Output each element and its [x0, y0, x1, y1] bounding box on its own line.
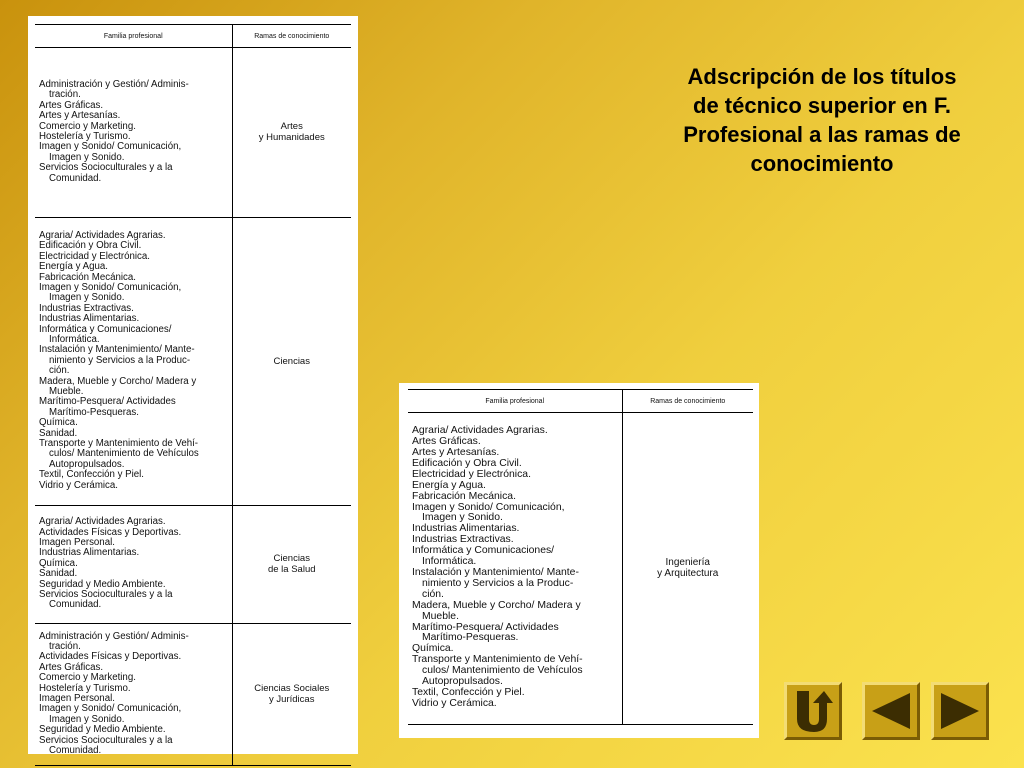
familia-line: Actividades Físicas y Deportivas.	[39, 651, 182, 663]
familia-line: Servicios Socioculturales y a la	[39, 162, 173, 174]
familia-line: Informática.	[49, 333, 100, 345]
familia-line: Química.	[39, 417, 78, 429]
familia-line: Imagen y Sonido/ Comunicación,	[39, 141, 182, 153]
familia-line: Madera, Mueble y Corcho/ Madera y	[412, 599, 581, 611]
familia-line: Edificación y Obra Civil.	[39, 240, 142, 252]
header-ramas: Ramas de conocimiento	[232, 25, 351, 48]
rama-line: Ciencias Sociales	[254, 683, 330, 694]
slide-title: Adscripción de los títulos de técnico superior en F. Profesional a las ramas de conocimiento	[683, 64, 961, 176]
rama-line: Ingeniería	[665, 557, 710, 568]
right-table	[408, 389, 753, 725]
rama-cell	[622, 413, 753, 725]
familia-line: Química.	[412, 643, 454, 655]
familia-line: Artes y Artesanías.	[39, 110, 121, 122]
familia-line: Textil, Confección y Piel.	[39, 469, 144, 481]
next-button[interactable]	[931, 682, 989, 740]
familia-line: Instalación y Mantenimiento/ Mante-	[39, 344, 195, 356]
rama-cell	[232, 48, 351, 218]
familia-line: Imagen Personal.	[39, 693, 115, 704]
familia-line: Imagen y Sonido.	[49, 151, 125, 163]
familia-line: Agraria/ Actividades Agrarias.	[412, 425, 548, 437]
table-row	[35, 48, 351, 218]
familia-line: Comercio y Marketing.	[39, 120, 136, 132]
familia-line: Administración y Gestión/ Adminis-	[39, 630, 189, 642]
familia-line: Electricidad y Electrónica.	[39, 250, 150, 262]
familia-line: Instalación y Mantenimiento/ Mante-	[412, 567, 579, 578]
familia-line: Imagen Personal.	[39, 536, 115, 548]
familia-line: Actividades Físicas y Deportivas.	[39, 526, 182, 538]
table-row	[408, 413, 753, 725]
familia-cell	[35, 218, 232, 506]
familia-line: Informática.	[422, 556, 477, 568]
familia-line: Imagen y Sonido/ Comunicación,	[39, 281, 182, 293]
familia-line: Artes Gráficas.	[412, 436, 481, 448]
header-ramas: Ramas de conocimiento	[622, 390, 753, 413]
familia-line: Energía y Agua.	[412, 479, 486, 491]
familia-line: Imagen y Sonido/ Comunicación,	[39, 703, 182, 715]
familia-line: Comunidad.	[49, 172, 102, 184]
familia-line: Comunidad.	[49, 599, 102, 611]
familia-cell	[35, 48, 232, 218]
familia-line: Industrias Alimentarias.	[412, 523, 520, 535]
familia-line: Servicios Socioculturales y a la	[39, 734, 173, 746]
triangle-right-icon	[939, 691, 981, 731]
familia-line: Madera, Mueble y Corcho/ Madera y	[39, 375, 197, 387]
rama-cell	[232, 506, 351, 624]
familia-line: Informática y Comunicaciones/	[39, 323, 172, 335]
table-row	[35, 218, 351, 506]
familia-line: Transporte y Mantenimiento de Vehí-	[39, 438, 199, 450]
familia-line: Autopropulsados.	[422, 676, 503, 688]
familia-line: ción.	[49, 365, 70, 377]
familia-line: Industrias Alimentarias.	[39, 313, 140, 325]
left-table-image	[28, 16, 358, 757]
familia-line: Imagen y Sonido.	[49, 713, 125, 725]
familia-line: Imagen y Sonido.	[422, 512, 503, 524]
familia-line: nimiento y Servicios a la Produc-	[422, 577, 574, 589]
familia-line: Imagen y Sonido.	[49, 292, 125, 304]
familia-line: nimiento y Servicios a la Produc-	[49, 354, 191, 366]
familia-line: Administración y Gestión/ Adminis-	[39, 78, 189, 90]
familia-line: culos/ Mantenimiento de Vehículos	[49, 448, 199, 460]
familia-line: Industrias Extractivas.	[39, 302, 134, 314]
familia-line: Transporte y Mantenimiento de Vehí-	[412, 654, 583, 666]
familia-line: Edificación y Obra Civil.	[412, 457, 522, 469]
familia-line: Vidrio y Cerámica.	[412, 697, 497, 709]
rama-cell	[232, 624, 351, 766]
familia-line: Energía y Agua.	[39, 261, 108, 273]
familia-line: Comercio y Marketing.	[39, 672, 136, 684]
rama-line: Ciencias	[273, 553, 310, 564]
familia-line: Química.	[39, 557, 78, 569]
familia-line: Seguridad y Medio Ambiente.	[39, 724, 166, 736]
familia-line: Agraria/ Actividades Agrarias.	[39, 229, 166, 241]
familia-line: Marítimo-Pesquera/ Actividades	[39, 396, 176, 408]
left-table-header	[35, 25, 351, 48]
familia-line: Sanidad.	[39, 568, 78, 580]
familia-line: Mueble.	[422, 610, 459, 622]
familia-line: Vidrio y Cerámica.	[39, 479, 118, 491]
familia-line: Comunidad.	[49, 745, 102, 757]
familia-line: culos/ Mantenimiento de Vehículos	[422, 665, 583, 677]
familia-line: Marítimo-Pesqueras.	[422, 632, 519, 644]
familia-line: Marítimo-Pesqueras.	[49, 406, 139, 418]
triangle-left-icon	[870, 691, 912, 731]
familia-line: Artes y Artesanías.	[412, 447, 500, 459]
rama-line: y Arquitectura	[657, 568, 719, 579]
rama-line: Artes	[280, 121, 303, 132]
rama-line: y Jurídicas	[269, 694, 315, 705]
familia-cell	[408, 413, 622, 725]
familia-line: Informática y Comunicaciones/	[412, 545, 555, 557]
familia-line: Industrias Extractivas.	[412, 534, 514, 546]
left-table	[35, 24, 351, 766]
familia-line: Fabricación Mecánica.	[39, 271, 136, 283]
rama-line: de la Salud	[267, 564, 316, 575]
familia-line: Artes Gráficas.	[39, 99, 104, 111]
familia-line: Imagen y Sonido/ Comunicación,	[412, 501, 565, 513]
familia-line: ción.	[422, 588, 444, 600]
familia-line: tración.	[49, 640, 81, 652]
familia-line: Fabricación Mecánica.	[412, 490, 516, 502]
previous-button[interactable]	[862, 682, 920, 740]
familia-line: Mueble.	[49, 386, 84, 398]
header-familia: Familia profesional	[35, 25, 232, 48]
table-row	[35, 624, 351, 766]
familia-cell	[35, 506, 232, 624]
familia-cell	[35, 624, 232, 766]
right-table-image	[399, 383, 759, 738]
familia-line: Seguridad y Medio Ambiente.	[39, 578, 166, 590]
rama-cell	[232, 218, 351, 506]
familia-line: tración.	[49, 89, 81, 101]
familia-line: Hostelería y Turismo.	[39, 131, 131, 142]
familia-line: Servicios Socioculturales y a la	[39, 589, 173, 601]
right-table-header	[408, 390, 753, 413]
familia-line: Autopropulsados.	[49, 458, 125, 470]
rama-line: Ciencias	[273, 355, 310, 367]
rama-line: y Humanidades	[258, 132, 325, 143]
familia-line: Artes Gráficas.	[39, 661, 104, 673]
familia-line: Sanidad.	[39, 427, 78, 439]
header-familia: Familia profesional	[408, 390, 622, 413]
return-arrow-icon	[793, 689, 833, 733]
familia-line: Agraria/ Actividades Agrarias.	[39, 516, 166, 528]
familia-line: Textil, Confección y Piel.	[412, 686, 525, 698]
familia-line: Industrias Alimentarias.	[39, 547, 140, 559]
familia-line: Hostelería y Turismo.	[39, 682, 131, 694]
familia-line: Electricidad y Electrónica.	[412, 468, 531, 480]
return-button[interactable]	[784, 682, 842, 740]
familia-line: Marítimo-Pesquera/ Actividades	[412, 621, 559, 633]
table-row	[35, 506, 351, 624]
